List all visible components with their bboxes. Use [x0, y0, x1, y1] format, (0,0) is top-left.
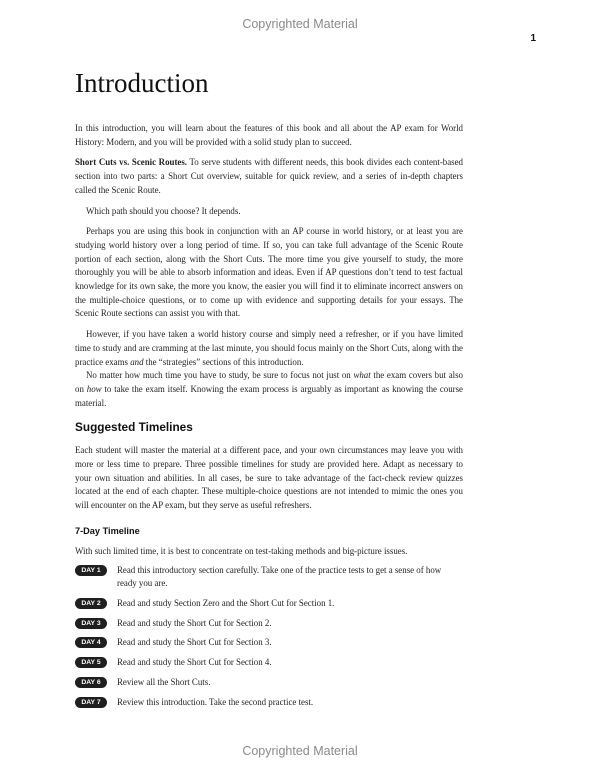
day-description: Read and study the Short Cut for Section 3. — [117, 637, 272, 648]
day-badge: DAY 7 — [75, 697, 107, 708]
day-description: Read this introductory section carefully. Take one of the practice tests to get a sense of how ready you are. — [117, 564, 442, 589]
day-item — [75, 636, 463, 650]
day-badge: DAY 6 — [75, 677, 107, 688]
no-matter-text-b: the exam covers but also on — [75, 370, 463, 394]
short-cuts-runin-heading: Short Cuts vs. Scenic Routes. — [75, 157, 188, 168]
no-matter-emphasis-how: how — [86, 383, 102, 394]
however-text-a: However, if you have taken a world history course and simply need a refresher, or if you have limited time to study and are cramming at the last minute, you should focus mainly on the Short Cuts, along with the practice exams — [75, 329, 463, 367]
short-cuts-paragraph — [75, 156, 463, 197]
day-description: Review all the Short Cuts. — [117, 676, 211, 687]
day-badge: DAY 3 — [75, 618, 107, 629]
no-matter-text-c: to take the exam itself. Knowing the exam process is arguably as important as knowing the course material. — [75, 383, 463, 408]
watermark-top: Copyrighted Material — [242, 17, 358, 31]
day-item — [75, 656, 463, 670]
suggested-timelines-paragraph: Each student will master the material at a different pace, and your own circumstances may leave you with more or less time to prepare. Three possible timelines for study are provided here. Adapt as necessary to your own situation and abilities. In all cases, be sure to take advantage of the fact-check review quizzes located at the end of each chapter. These multiple-choice questions are not intended to mimic the ones you will encounter on the AP exam, but they serve as useful refreshers. — [75, 445, 463, 511]
day-description: Read and study the Short Cut for Section 2. — [117, 617, 272, 628]
no-matter-emphasis-what: what — [353, 370, 371, 381]
day-item — [75, 564, 463, 591]
no-matter-paragraph — [75, 369, 463, 410]
which-path-paragraph: Which path should you choose? It depends. — [86, 205, 241, 216]
short-cuts-text: To serve students with different needs, this book divides each content-based section into two parts: a Short Cut overview, suitable for quick review, and a series of in-depth chapters called the Scenic Route. — [75, 157, 463, 195]
day-item — [75, 597, 463, 611]
day-item — [75, 676, 463, 690]
day-item — [75, 696, 463, 710]
seven-day-intro: With such limited time, it is best to concentrate on test-taking methods and big-picture issues. — [75, 545, 408, 556]
however-paragraph — [75, 328, 463, 369]
page-title: Introduction — [75, 68, 209, 98]
day-badge: DAY 1 — [75, 565, 107, 576]
no-matter-text-a: No matter how much time you have to study, be sure to focus not just on — [86, 370, 354, 381]
intro-paragraph: In this introduction, you will learn about the features of this book and all about the AP exam for World History: Modern, and you will be provided with a solid study plan to succeed. — [75, 123, 463, 147]
day-item — [75, 617, 463, 631]
however-emphasis: and — [130, 356, 144, 367]
however-text-b: the “strategies” sections of this introduction. — [143, 356, 304, 367]
day-description: Read and study Section Zero and the Short Cut for Section 1. — [117, 597, 335, 608]
page-content — [75, 66, 463, 715]
page-number: 1 — [530, 33, 536, 44]
day-badge: DAY 4 — [75, 637, 107, 648]
day-badge: DAY 2 — [75, 598, 107, 609]
suggested-timelines-heading: Suggested Timelines — [75, 420, 193, 435]
day-list — [75, 564, 463, 710]
perhaps-paragraph: Perhaps you are using this book in conjunction with an AP course in world history, or at least you are studying world history over a long period of time. If so, you can take full advantage of the Scenic Route portion of each section, along with the Short Cuts. The more time you give yourself to study, the more thoroughly you will be able to absorb information and ideas. Even if AP questions don’t tend to test factual knowledge for its own sake, the more you know, the easier you will find it to eliminate incorrect answers on the multiple-choice questions, or to come up with evidence and supporting details for your essays. The Scenic Route sections can assist you with that. — [75, 226, 463, 319]
day-badge: DAY 5 — [75, 657, 107, 668]
day-description: Read and study the Short Cut for Section 4. — [117, 657, 272, 668]
watermark-bottom: Copyrighted Material — [242, 744, 358, 758]
seven-day-timeline-heading: 7-Day Timeline — [75, 525, 140, 536]
day-description: Review this introduction. Take the second practice test. — [117, 696, 314, 707]
